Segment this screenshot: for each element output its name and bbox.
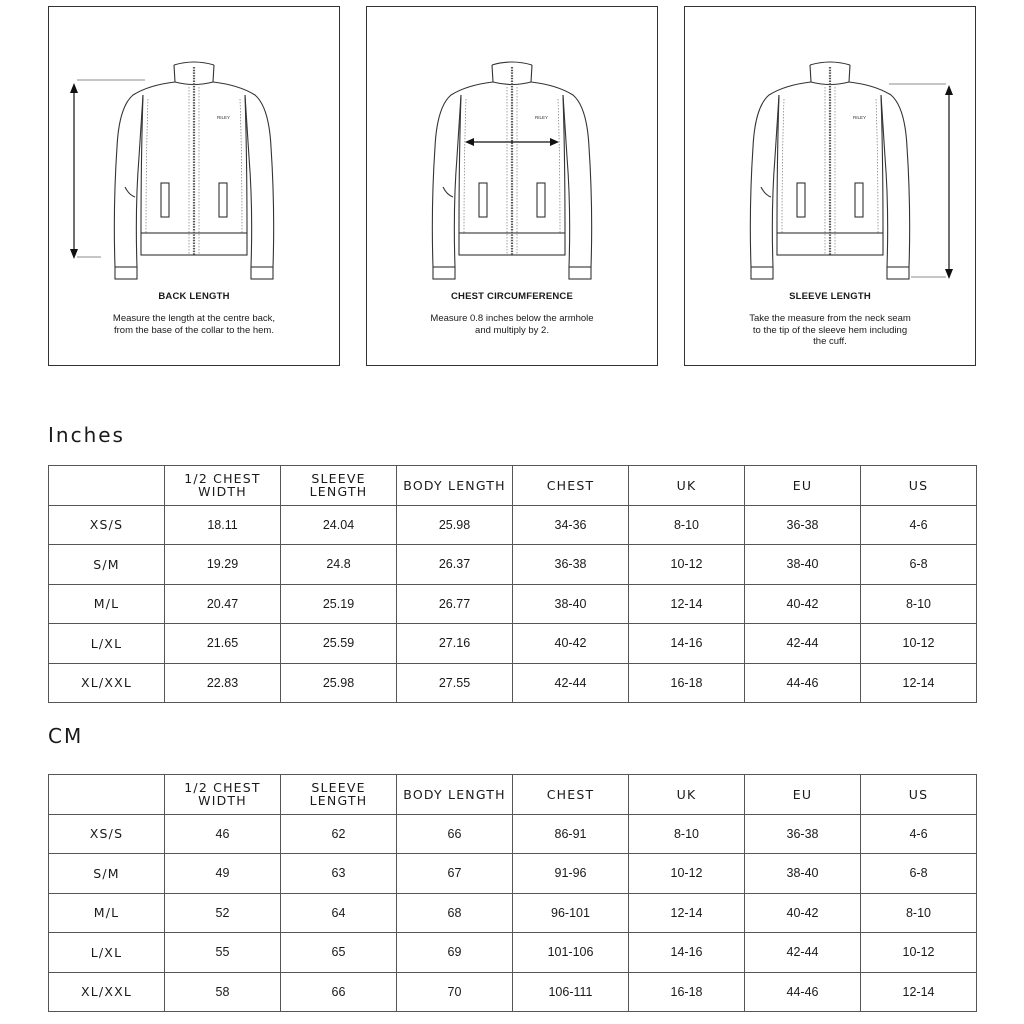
- sleeve-length-arrow-icon: [889, 84, 953, 279]
- table-cell: 63: [281, 854, 397, 894]
- table-header-cell: EU: [745, 775, 861, 815]
- table-row: [49, 933, 977, 973]
- table-header-cell: SLEEVE LENGTH: [281, 775, 397, 815]
- table-cell: 36-38: [745, 505, 861, 545]
- table-cell: 10-12: [629, 545, 745, 585]
- table-header-cell: BODY LENGTH: [397, 466, 513, 506]
- table-header-cell: EU: [745, 466, 861, 506]
- table-cell: 6-8: [861, 854, 977, 894]
- table-cell: 20.47: [165, 584, 281, 624]
- jacket-illustration: [367, 7, 657, 287]
- size-label-cell: L/XL: [49, 933, 165, 973]
- table-cell: 16-18: [629, 972, 745, 1012]
- table-cell: 25.19: [281, 584, 397, 624]
- table-header-cell: UK: [629, 775, 745, 815]
- table-row: [49, 854, 977, 894]
- table-cell: 18.11: [165, 505, 281, 545]
- table-cell: 67: [397, 854, 513, 894]
- card-title: CHEST CIRCUMFERENCE: [450, 291, 574, 302]
- table-cell: 38-40: [513, 584, 629, 624]
- size-label-cell: XS/S: [49, 814, 165, 854]
- table-cell: 6-8: [861, 545, 977, 585]
- jacket-illustration: [49, 7, 339, 287]
- table-cell: 42-44: [513, 663, 629, 703]
- card-title: SLEEVE LENGTH: [789, 291, 871, 302]
- section-title-cm: CM: [48, 724, 84, 748]
- table-row: [49, 814, 977, 854]
- size-label-cell: M/L: [49, 584, 165, 624]
- table-header-cell: 1/2 CHEST WIDTH: [165, 466, 281, 506]
- table-header-row: [49, 775, 977, 815]
- table-cell: 91-96: [513, 854, 629, 894]
- measure-card-chest-circumference: [366, 6, 658, 366]
- card-title: BACK LENGTH: [158, 291, 230, 302]
- table-cell: 12-14: [861, 663, 977, 703]
- table-header-cell: 1/2 CHEST WIDTH: [165, 775, 281, 815]
- table-cell: 25.59: [281, 624, 397, 664]
- table-cell: 68: [397, 893, 513, 933]
- table-cell: 106-111: [513, 972, 629, 1012]
- table-cell: 40-42: [745, 584, 861, 624]
- table-row: [49, 624, 977, 664]
- table-header-cell: US: [861, 466, 977, 506]
- table-row: [49, 663, 977, 703]
- table-cell: 96-101: [513, 893, 629, 933]
- size-label-cell: XL/XXL: [49, 972, 165, 1012]
- table-header-cell: US: [861, 775, 977, 815]
- table-header-cell: CHEST: [513, 466, 629, 506]
- chest-arrow-icon: [465, 138, 559, 146]
- table-cell: 46: [165, 814, 281, 854]
- jacket-logo: RILEY: [535, 115, 549, 120]
- size-label-cell: XL/XXL: [49, 663, 165, 703]
- table-cell: 38-40: [745, 854, 861, 894]
- table-cell: 42-44: [745, 933, 861, 973]
- card-description: Take the measure from the neck seam to the tip of the sleeve hem including the cuff.: [749, 313, 911, 347]
- table-cell: 12-14: [629, 893, 745, 933]
- table-cell: 24.04: [281, 505, 397, 545]
- table-cell: 36-38: [745, 814, 861, 854]
- table-cell: 16-18: [629, 663, 745, 703]
- table-row: [49, 972, 977, 1012]
- table-cell: 70: [397, 972, 513, 1012]
- size-table-cm: [48, 774, 977, 1012]
- table-cell: 40-42: [745, 893, 861, 933]
- table-cell: 65: [281, 933, 397, 973]
- table-cell: 8-10: [861, 893, 977, 933]
- measure-card-sleeve-length: [684, 6, 976, 366]
- table-cell: 64: [281, 893, 397, 933]
- table-cell: 14-16: [629, 933, 745, 973]
- table-cell: 58: [165, 972, 281, 1012]
- section-title-inches: Inches: [48, 423, 125, 447]
- table-header-cell: [49, 775, 165, 815]
- table-cell: 4-6: [861, 814, 977, 854]
- table-cell: 49: [165, 854, 281, 894]
- table-cell: 38-40: [745, 545, 861, 585]
- table-cell: 42-44: [745, 624, 861, 664]
- table-cell: 66: [397, 814, 513, 854]
- table-cell: 8-10: [861, 584, 977, 624]
- table-header-cell: [49, 466, 165, 506]
- table-cell: 25.98: [281, 663, 397, 703]
- table-header-cell: BODY LENGTH: [397, 775, 513, 815]
- table-cell: 62: [281, 814, 397, 854]
- table-cell: 25.98: [397, 505, 513, 545]
- table-cell: 10-12: [861, 933, 977, 973]
- jacket-logo: RILEY: [853, 115, 867, 120]
- table-cell: 27.55: [397, 663, 513, 703]
- table-header-row: [49, 466, 977, 506]
- table-cell: 26.37: [397, 545, 513, 585]
- table-cell: 8-10: [629, 814, 745, 854]
- table-cell: 19.29: [165, 545, 281, 585]
- size-label-cell: S/M: [49, 854, 165, 894]
- table-cell: 69: [397, 933, 513, 973]
- table-cell: 8-10: [629, 505, 745, 545]
- table-cell: 27.16: [397, 624, 513, 664]
- back-length-arrow-icon: [70, 80, 145, 259]
- measure-card-back-length: [48, 6, 340, 366]
- table-header-cell: SLEEVE LENGTH: [281, 466, 397, 506]
- table-row: [49, 893, 977, 933]
- table-cell: 55: [165, 933, 281, 973]
- jacket-logo: RILEY: [217, 115, 231, 120]
- table-header-cell: CHEST: [513, 775, 629, 815]
- table-row: [49, 545, 977, 585]
- size-label-cell: XS/S: [49, 505, 165, 545]
- jacket-illustration: [685, 7, 975, 287]
- table-cell: 12-14: [861, 972, 977, 1012]
- table-cell: 34-36: [513, 505, 629, 545]
- table-cell: 12-14: [629, 584, 745, 624]
- table-header-cell: UK: [629, 466, 745, 506]
- table-cell: 21.65: [165, 624, 281, 664]
- table-cell: 10-12: [629, 854, 745, 894]
- table-cell: 40-42: [513, 624, 629, 664]
- table-cell: 4-6: [861, 505, 977, 545]
- card-description: Measure 0.8 inches below the armhole and multiply by 2.: [430, 313, 594, 336]
- size-label-cell: M/L: [49, 893, 165, 933]
- size-label-cell: L/XL: [49, 624, 165, 664]
- table-cell: 26.77: [397, 584, 513, 624]
- table-cell: 86-91: [513, 814, 629, 854]
- size-label-cell: S/M: [49, 545, 165, 585]
- card-description: Measure the length at the centre back, from the base of the collar to the hem.: [112, 313, 276, 336]
- table-cell: 36-38: [513, 545, 629, 585]
- table-cell: 52: [165, 893, 281, 933]
- table-cell: 22.83: [165, 663, 281, 703]
- table-cell: 44-46: [745, 972, 861, 1012]
- table-row: [49, 584, 977, 624]
- table-cell: 14-16: [629, 624, 745, 664]
- table-cell: 10-12: [861, 624, 977, 664]
- table-cell: 44-46: [745, 663, 861, 703]
- table-row: [49, 505, 977, 545]
- table-cell: 24.8: [281, 545, 397, 585]
- table-cell: 101-106: [513, 933, 629, 973]
- size-table-inches: [48, 465, 977, 703]
- table-cell: 66: [281, 972, 397, 1012]
